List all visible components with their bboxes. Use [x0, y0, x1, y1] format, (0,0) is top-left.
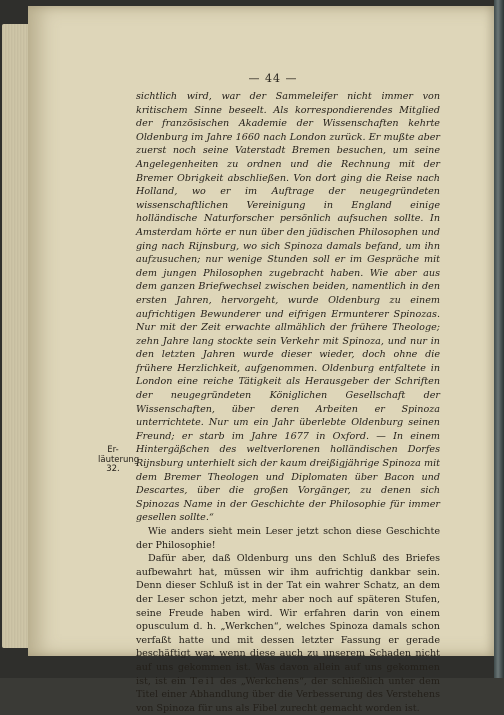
margin-note-line: läuterung — [98, 454, 140, 465]
margin-note-line: 32. — [106, 464, 120, 474]
margin-note — [98, 445, 140, 475]
paragraph-3-end: des „Werkchens“, der schließlich unter dem Titel einer Abhandlung über die Verbesserung des Verstehens von Spinoza für uns als Fibel zurecht gemacht worden ist. — [136, 675, 440, 714]
scan-border — [494, 0, 504, 678]
page-number: — 44 — — [248, 72, 298, 85]
margin-note-line: Er- — [107, 445, 119, 455]
paragraph-3 — [136, 552, 440, 715]
paragraph-2: Wie anders sieht mein Leser jetzt schon diese Geschichte der Philosophie! — [136, 526, 440, 551]
body-text — [136, 90, 440, 715]
spaced-word: Teil — [190, 675, 216, 687]
quoted-paragraph: sichtlich wird, war der Sammeleifer nicht immer von kritischem Sinne beseelt. Als korrespondierendes Mitglied der französischen Akademie der Wissenschaften kehrte Oldenburg im Jahre 1660 nach London zurück. Er mußte aber zuerst noch seine Vaterstadt Bremen besuchen, um seine Angelegenheiten zu ordnen und die Rechnung mit der Bremer Obrigkeit abschließen. Von dort ging die Reise nach Holland, wo er im Auftrage der neugegründeten wissenschaftlichen Vereinigung in England einige holländische Naturforscher persönlich aufsuchen sollte. In Amsterdam hörte er nun über den jüdischen Philosophen und ging nach Rijnsburg, wo sich Spinoza damals befand, um ihn aufzusuchen; nur wenige Stunden soll er im Gespräche mit dem jungen Philosophen zugebracht haben. Wie aber aus dem ganzen Briefwechsel zwischen beiden, namentlich in den ersten Jahren, hervorgeht, wurde Oldenburg zu einem aufrichtigen Bewunderer und eifrigen Ermunterer Spinozas. Nur mit der Zeit erwachte allmählich der frühere Theologe; zehn Jahre lang stockte sein Verkehr mit Spinoza, und nur in den letzten Jahren wurde dieser wieder, doch ohne die frühere Herzlichkeit, aufgenommen. Oldenburg entfaltete in London eine reiche Tätigkeit als Herausgeber der Schriften der neugegründeten Königlichen Gesellschaft der Wissenschaften, über deren Arbeiten er Spinoza unterrichtete. Nur um ein Jahr überlebte Oldenburg seinen Freund; er starb im Jahre 1677 in Oxford. — In einem Hintergäßchen des weltverlorenen holländischen Dorfes Rijnsburg unterhielt sich der kaum dreißigjährige Spinoza mit dem Bremer Theologen und Diplomaten über Bacon und Descartes, über die großen Vorgänger, zu denen sich Spinozas Name in der Geschichte der Philosophie für immer gesellen sollte.“ — [136, 91, 440, 524]
paragraph-3-start: Dafür aber, daß Oldenburg uns den Schluß des Briefes aufbewahrt hat, müssen wir ihm aufrichtig dankbar sein. Denn dieser Schluß ist in der Tat ein wahrer Schatz, an dem der Leser schon jetzt, mehr aber noch auf späteren Stufen, seine Freude haben wird. Wir erfahren darin von einem opusculum d. h. „Werkchen“, welches Spinoza damals schon verfaßt hatte und mit dessen letzter Fassung er gerade beschäftigt war, wenn diese auch zu unserem Schaden nicht auf uns gekommen ist. Was davon allein auf uns gekommen ist, ist ein — [136, 553, 440, 687]
